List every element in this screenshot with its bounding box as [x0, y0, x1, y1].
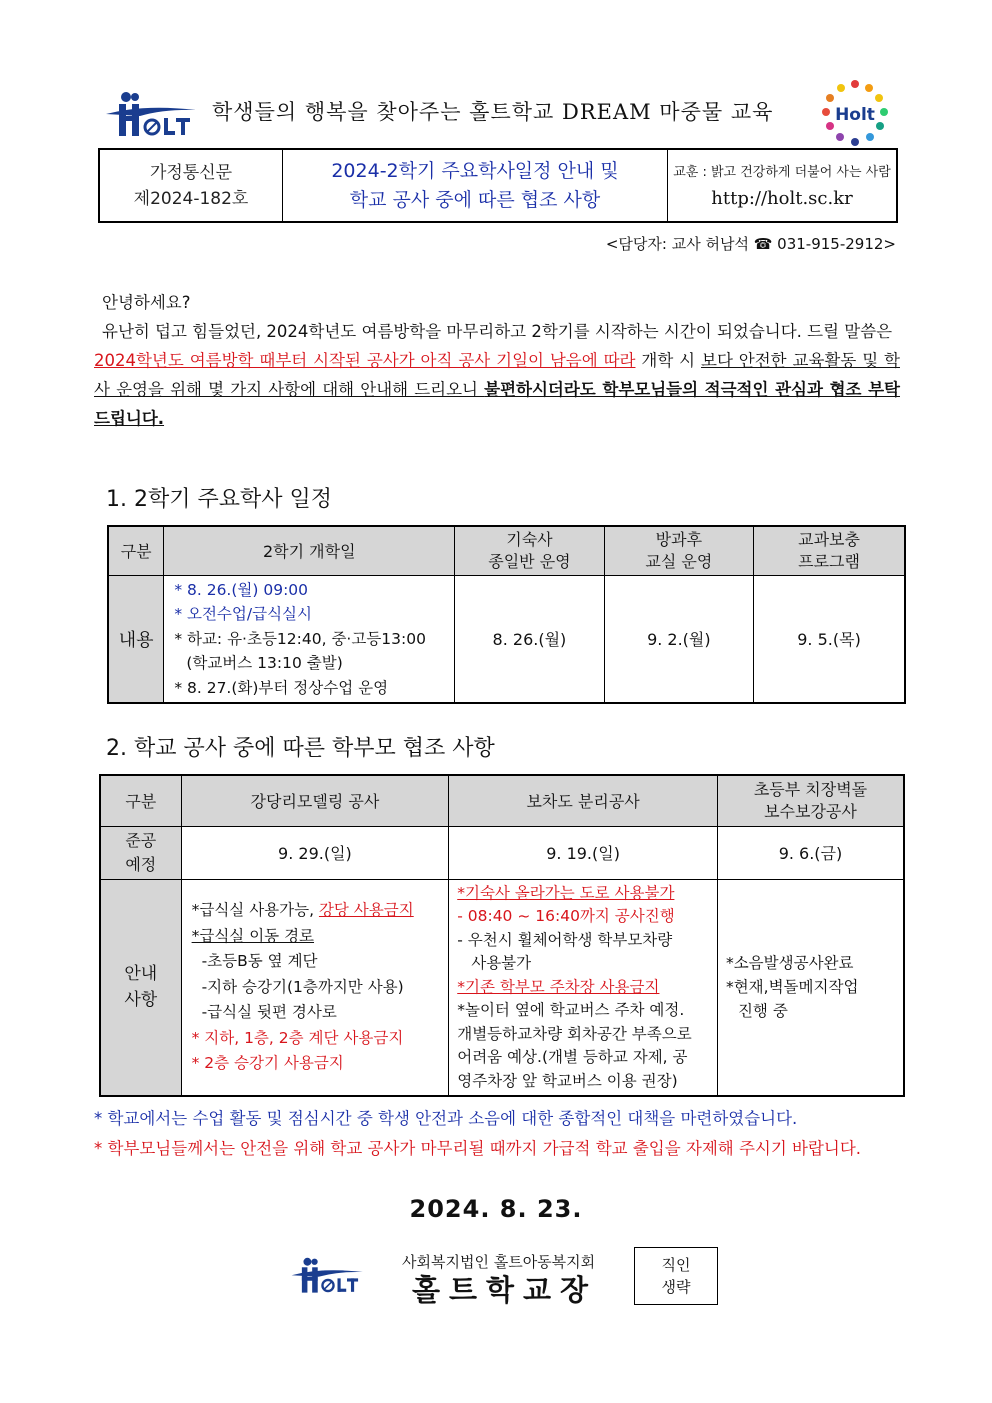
- intro-plain-text: 개학 시: [635, 351, 702, 370]
- header-cell: 방과후 교실 운영: [604, 526, 753, 575]
- header-cell: 구분: [100, 775, 181, 826]
- construction-table: [99, 774, 905, 1097]
- elementary-completion: 9. 6.(금): [717, 826, 904, 879]
- sidewalk-guide: [449, 879, 718, 1096]
- header-cell: 보차도 분리공사: [449, 775, 718, 826]
- note-safety: * 학교에서는 수업 활동 및 점심시간 중 학생 안전과 소음에 대한 종합적인 대책을 마련하였습니다.: [94, 1109, 798, 1128]
- header-cell: 기숙사 종일반 운영: [455, 526, 604, 575]
- dorm-date: 8. 26.(월): [455, 575, 604, 703]
- list-item: * 오전수업/급식실시: [174, 605, 312, 623]
- newsletter-title-box: [98, 148, 898, 223]
- badge-text: Holt: [835, 105, 875, 125]
- header-cell: 2학기 개학일: [164, 526, 455, 575]
- section-1-title: 1. 2학기 주요학사 일정: [106, 487, 332, 512]
- supplement-date: 9. 5.(목): [754, 575, 905, 703]
- newsletter-type: 가정통신문: [149, 162, 233, 183]
- list-item: *급식실 사용가능, 강당 사용금지: [191, 901, 414, 919]
- intro-text: [94, 288, 900, 433]
- list-item: *기존 학부모 주차장 사용금지: [457, 977, 660, 996]
- list-item: -초등B동 옆 계단: [201, 952, 318, 970]
- title-line-1: 2024-2학기 주요학사일정 안내 및: [331, 159, 619, 182]
- row-label: 준공 예정: [100, 826, 181, 879]
- intro-red-text: 2024학년도 여름방학 때부터 시작된 공사가 아직 공사 기일이 남음에 따라: [94, 351, 636, 370]
- school-motto: 교훈 : 밝고 건강하게 더불어 사는 사람: [673, 164, 891, 180]
- sidewalk-completion: 9. 19.(일): [449, 826, 718, 879]
- intro-paragraph-2: [94, 346, 900, 433]
- list-item: *급식실 이동 경로: [191, 926, 315, 945]
- school-url[interactable]: http://holt.sc.kr: [711, 187, 853, 209]
- table-row: [108, 526, 905, 575]
- intro-paragraph-1: 유난히 덥고 힘들었던, 2024학년도 여름방학을 마무리하고 2학기를 시작하는 시간이 되었습니다. 드릴 말씀은: [102, 322, 893, 341]
- list-item: *소음발생공사완료: [725, 954, 854, 973]
- school-info: [668, 150, 896, 221]
- list-item: * 하교: 유·초등12:40, 중·고등13:00: [174, 629, 426, 648]
- list-item: -지하 승강기(1층까지만 사용): [201, 977, 404, 996]
- header-cell: 구분: [108, 526, 164, 575]
- school-slogan: 학생들의 행복을 찾아주는 홀트학교 DREAM 마중물 교육: [212, 100, 774, 124]
- list-item: 진행 중: [737, 1002, 788, 1021]
- header-cell: 교과보충 프로그램: [754, 526, 905, 575]
- contact-info: <담당자: 교사 허남석 ☎ 031-915-2912>: [605, 235, 896, 253]
- auditorium-completion: 9. 29.(일): [181, 826, 449, 879]
- header-cell: 초등부 치장벽돌 보수보강공사: [717, 775, 904, 826]
- list-item: (학교버스 13:10 출발): [186, 654, 343, 672]
- seal-line-1: 직인: [661, 1256, 691, 1274]
- seal-line-2: 생략: [661, 1278, 691, 1296]
- section-2-title: 2. 학교 공사 중에 따른 학부모 협조 사항: [106, 736, 495, 761]
- list-item: 영주차장 앞 학교버스 이용 권장): [457, 1071, 678, 1090]
- list-item: - 우천시 휠체어학생 학부모차량: [457, 930, 673, 949]
- table-row: [108, 575, 905, 703]
- list-item: - 08:40 ~ 16:40까지 공사진행: [457, 907, 675, 925]
- header-cell: 강당리모델링 공사: [181, 775, 449, 826]
- greeting: 안녕하세요?: [102, 293, 191, 312]
- list-item: *현재,벽돌메지작업: [725, 978, 859, 997]
- note-visit: * 학부모님들께서는 안전을 위해 학교 공사가 마무리될 때까지 가급적 학교 출입을 자제해 주시기 바랍니다.: [94, 1139, 862, 1158]
- table-row: [100, 879, 904, 1096]
- table-row: [100, 826, 904, 879]
- newsletter-number: 제2024-182호: [133, 188, 249, 209]
- list-item: *놀이터 옆에 학교버스 주차 예정.: [457, 1001, 685, 1019]
- list-item: 어려움 예상.(개별 등하교 자제, 공: [457, 1048, 688, 1066]
- holt-logo-icon: [104, 90, 200, 140]
- list-item: 사용불가: [471, 954, 532, 972]
- title-line-2: 학교 공사 중에 따른 협조 사항: [349, 188, 601, 211]
- list-item: -급식실 뒷편 경사로: [201, 1003, 337, 1021]
- document-date: 2024. 8. 23.: [409, 1195, 583, 1223]
- principal-title: 홀트학교장: [412, 1273, 598, 1307]
- after-school-date: 9. 2.(월): [604, 575, 753, 703]
- list-item: 개별등하교차량 회차공간 부족으로: [457, 1024, 692, 1043]
- table-row: [100, 775, 904, 826]
- row-label: 안내 사항: [100, 879, 181, 1096]
- intro-underlined-text: 보다 안전한 교육활동 및 학사 운영을 위해 몇 가지 사항에 대해 안내해 드리오니: [94, 351, 900, 399]
- list-item: * 2층 승강기 사용금지: [191, 1054, 344, 1072]
- holt-logo-footer-icon: [290, 1254, 366, 1298]
- list-item: * 8. 26.(월) 09:00: [174, 580, 309, 599]
- auditorium-guide: [181, 879, 449, 1096]
- seal-box: [634, 1247, 718, 1305]
- opening-details: [164, 575, 455, 703]
- schedule-table: [107, 525, 906, 704]
- list-item: *기숙사 올라가는 도로 사용불가: [457, 883, 675, 902]
- list-item: * 지하, 1층, 2층 계단 사용금지: [191, 1028, 404, 1047]
- newsletter-id: [100, 150, 283, 221]
- list-item: * 8. 27.(화)부터 정상수업 운영: [174, 678, 389, 697]
- organization-name: 사회복지법인 홀트아동복지회: [402, 1253, 596, 1271]
- row-label: 내용: [108, 575, 164, 703]
- holt-badge-icon: [820, 78, 890, 148]
- elementary-guide: [717, 879, 904, 1096]
- newsletter-title: [283, 150, 668, 221]
- intro-bold-text: 불편하시더라도 학부모님들의 적극적인 관심과 협조 부탁드립니다.: [94, 380, 900, 428]
